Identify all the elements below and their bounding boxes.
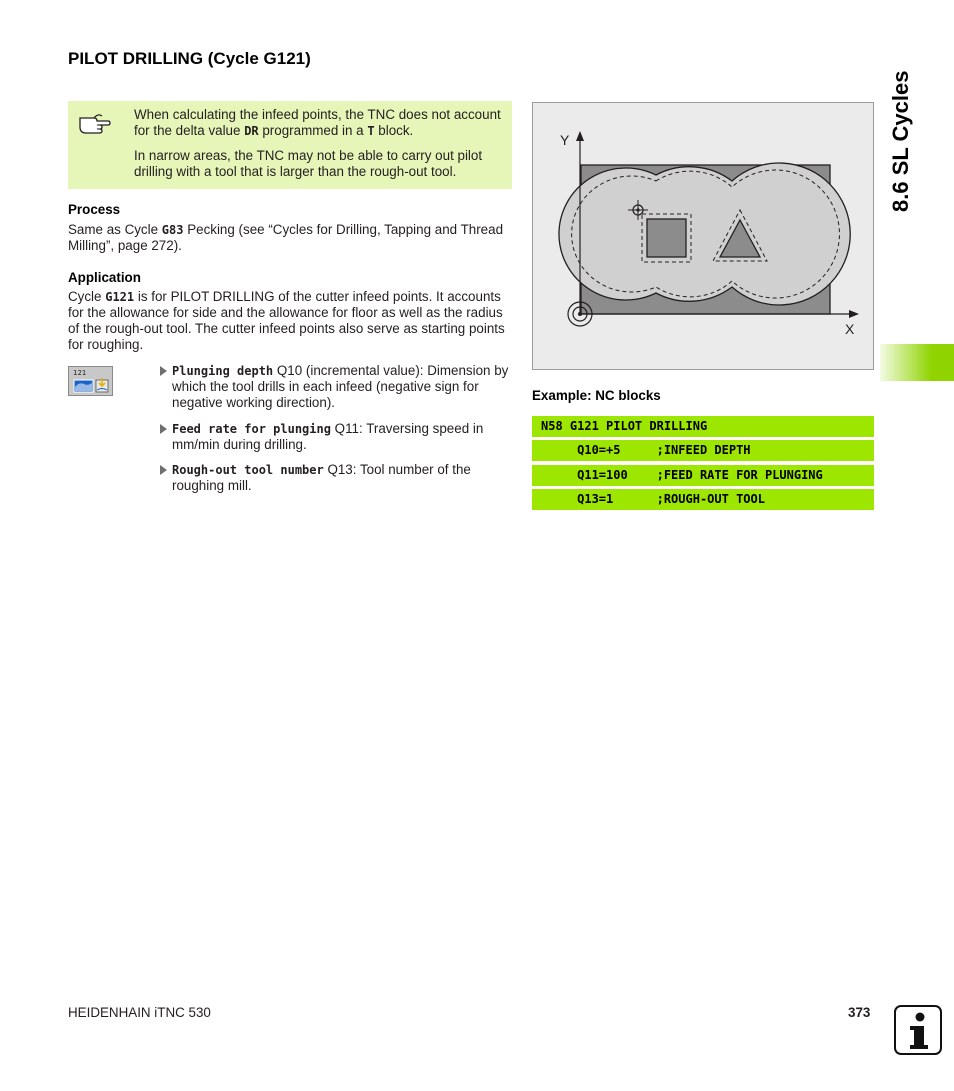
param-plunging-depth: Plunging depth Q10 (incremental value): Dimension by which the tool drills in each infeed (negative sign for negative working direction).: [172, 363, 509, 410]
param-feed-rate: Feed rate for plunging Q11: Traversing speed in mm/min during drilling.: [172, 421, 484, 452]
nc-block-row: Q11=100 ;FEED RATE FOR PLUNGING: [532, 465, 874, 486]
pointing-hand-icon: [78, 109, 112, 135]
code-t: T: [367, 124, 375, 138]
process-text: Same as Cycle G83 Pecking (see “Cycles for Drilling, Tapping and Thread Milling”, page 272).: [68, 222, 504, 253]
cycle-icon-label: 121: [73, 369, 87, 377]
code-g121: G121: [105, 290, 135, 304]
chapter-side-tab: [880, 344, 954, 381]
code-dr: DR: [244, 124, 259, 138]
note-box: [68, 101, 512, 189]
cycle-icon-graphic: [73, 378, 109, 394]
footer-manual-name: HEIDENHAIN iTNC 530: [68, 1005, 211, 1020]
info-icon: [894, 1005, 942, 1055]
page-title: PILOT DRILLING (Cycle G121): [68, 49, 311, 68]
footer-page-number: 373: [848, 1005, 871, 1020]
nc-block-row: Q13=1 ;ROUGH-OUT TOOL: [532, 489, 874, 510]
param-name: Rough-out tool number: [172, 463, 324, 477]
x-axis-label: X: [845, 321, 855, 337]
param-name: Plunging depth: [172, 364, 274, 378]
bullet-arrow-icon: [160, 366, 167, 376]
application-text: Cycle G121 is for PILOT DRILLING of the cutter infeed points. It accounts for the allowance for side and the allowance for floor as well as the radius of the rough-out tool. The cutter infeed points also serve as starting points for roughing.: [68, 289, 505, 352]
pilot-drilling-figure: [532, 102, 874, 370]
param-name: Feed rate for plunging: [172, 422, 331, 436]
application-heading: Application: [68, 270, 141, 285]
process-heading: Process: [68, 202, 121, 217]
figure-drawing: [533, 103, 873, 369]
info-glyph: [896, 1007, 940, 1053]
chapter-side-title: 8.6 SL Cycles: [888, 70, 913, 212]
example-heading: Example: NC blocks: [532, 388, 661, 403]
bullet-arrow-icon: [160, 424, 167, 434]
nc-block-row: N58 G121 PILOT DRILLING: [532, 416, 874, 437]
nc-block-row: Q10=+5 ;INFEED DEPTH: [532, 440, 874, 461]
code-g83: G83: [161, 223, 184, 237]
note-paragraph-2: In narrow areas, the TNC may not be able to carry out pilot drilling with a tool that is larger than the rough-out tool.: [134, 148, 483, 179]
cycle-121-softkey-icon: [68, 366, 113, 396]
bullet-arrow-icon: [160, 465, 167, 475]
y-axis-label: Y: [560, 132, 570, 148]
note-paragraph-1: When calculating the infeed points, the TNC does not account for the delta value DR programmed in a T block.: [134, 107, 501, 138]
param-rough-out-tool: Rough-out tool number Q13: Tool number of the roughing mill.: [172, 462, 471, 493]
